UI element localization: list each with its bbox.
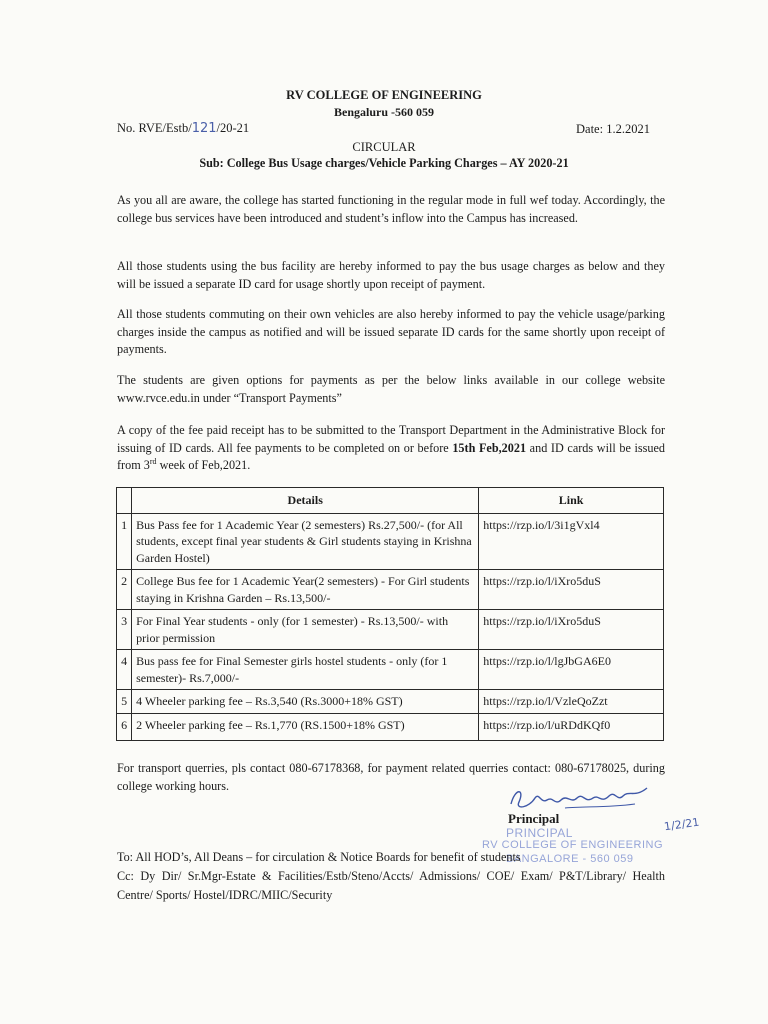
circular-date: Date: 1.2.2021 (576, 122, 650, 136)
paragraph-fee-deadline (117, 422, 665, 475)
reference-suffix: /20-21 (216, 121, 250, 135)
payment-link[interactable]: https://rzp.io/l/VzleQoZzt (479, 690, 664, 714)
contact-information: For transport querries, pls contact 080-67178368, for payment related querries contact: 080-67178025, during college working hours. (117, 761, 665, 793)
stamp-college-name: RV COLLEGE OF ENGINEERING (482, 839, 664, 851)
stamp-city: BANGALORE - 560 059 (506, 853, 634, 865)
document-type: CIRCULAR (352, 140, 416, 154)
payment-link[interactable]: https://rzp.io/l/uRDdKQf0 (479, 714, 664, 741)
fee-deadline-end: week of Feb,2021. (156, 458, 251, 472)
handwritten-reference-number: 121 (191, 121, 217, 136)
table-header-row (117, 488, 664, 514)
table-row (117, 690, 664, 714)
payment-link[interactable]: https://rzp.io/l/lgJbGA6E0 (479, 650, 664, 690)
payment-link[interactable]: https://rzp.io/l/3i1gVxl4 (479, 513, 664, 570)
fee-deadline-superscript: rd (149, 456, 157, 466)
distribution-to: To: All HOD’s, All Deans – for circulation & Notice Boards for benefit of students (117, 850, 521, 864)
row-details: Bus pass fee for Final Semester girls hostel students - only (for 1 semester)- Rs.7,000/- (132, 650, 479, 690)
row-serial: 3 (117, 610, 132, 650)
row-serial: 2 (117, 570, 132, 610)
row-serial: 1 (117, 513, 132, 570)
row-details: 4 Wheeler parking fee – Rs.3,540 (Rs.3000+18% GST) (132, 690, 479, 714)
paragraph-payment-links: The students are given options for payments as per the below links available in our college website www.rvce.edu.in under “Transport Payments” (117, 373, 665, 405)
header-details: Details (132, 488, 479, 514)
principal-designation: Principal (508, 811, 560, 826)
row-serial: 5 (117, 690, 132, 714)
paragraph-bus-charges: All those students using the bus facility are hereby informed to pay the bus usage charges as below and they will be issued a separate ID card for usage shortly upon receipt of payment. (117, 259, 665, 291)
college-name: RV COLLEGE OF ENGINEERING (286, 88, 482, 102)
header-link: Link (479, 488, 664, 514)
table-row (117, 513, 664, 570)
subject-line: Sub: College Bus Usage charges/Vehicle Parking Charges – AY 2020-21 (199, 156, 569, 170)
reference-prefix: No. RVE/Estb/ (117, 121, 192, 135)
table-row (117, 714, 664, 741)
college-city: Bengaluru -560 059 (333, 105, 434, 119)
payment-link[interactable]: https://rzp.io/l/iXro5duS (479, 610, 664, 650)
handwritten-sign-date: 1/2/21 (663, 815, 701, 834)
row-serial: 4 (117, 650, 132, 690)
row-details: College Bus fee for 1 Academic Year(2 semesters) - For Girl students staying in Krishna Garden – Rs.13,500/- (132, 570, 479, 610)
fee-deadline-tail: and ID cards will be issued from 3 (117, 440, 665, 472)
row-details: 2 Wheeler parking fee – Rs.1,770 (RS.1500+18% GST) (132, 714, 479, 741)
distribution-cc: Cc: Dy Dir/ Sr.Mgr-Estate & Facilities/Estb/Steno/Accts/ Admissions/ COE/ Exam/ P&T/Library/ Health Centre/ Sports/ Hostel/IDRC/MIIC/Security (117, 869, 665, 902)
paragraph-parking-charges: All those students commuting on their own vehicles are also hereby informed to pay the vehicle usage/parking charges inside the campus as notified and will be issued separate ID cards for the same shortly upon receipt of payments. (117, 307, 665, 356)
header-serial (117, 488, 132, 514)
row-details: For Final Year students - only (for 1 semester) - Rs.13,500/- with prior permission (132, 610, 479, 650)
fee-deadline-date: 15th Feb,2021 (452, 440, 527, 455)
row-serial: 6 (117, 714, 132, 741)
table-row (117, 570, 664, 610)
table-row (117, 610, 664, 650)
fee-payment-table (116, 487, 664, 741)
row-details: Bus Pass fee for 1 Academic Year (2 semesters) Rs.27,500/- (for All students, except final year students & Girl students staying in Krishna Garden Hostel) (132, 513, 479, 570)
reference-number (117, 121, 249, 136)
paragraph-bus-services: As you all are aware, the college has started functioning in the regular mode in full wef today. Accordingly, the college bus services have been introduced and student’s inflow into the Campus has increased. (117, 193, 665, 225)
fee-deadline-text: A copy of the fee paid receipt has to be submitted to the Transport Department in the Administrative Block for issuing of ID cards. All fee payments to be completed on or before (117, 423, 665, 455)
table-row (117, 650, 664, 690)
stamp-principal: PRINCIPAL (506, 826, 573, 840)
payment-link[interactable]: https://rzp.io/l/iXro5duS (479, 570, 664, 610)
